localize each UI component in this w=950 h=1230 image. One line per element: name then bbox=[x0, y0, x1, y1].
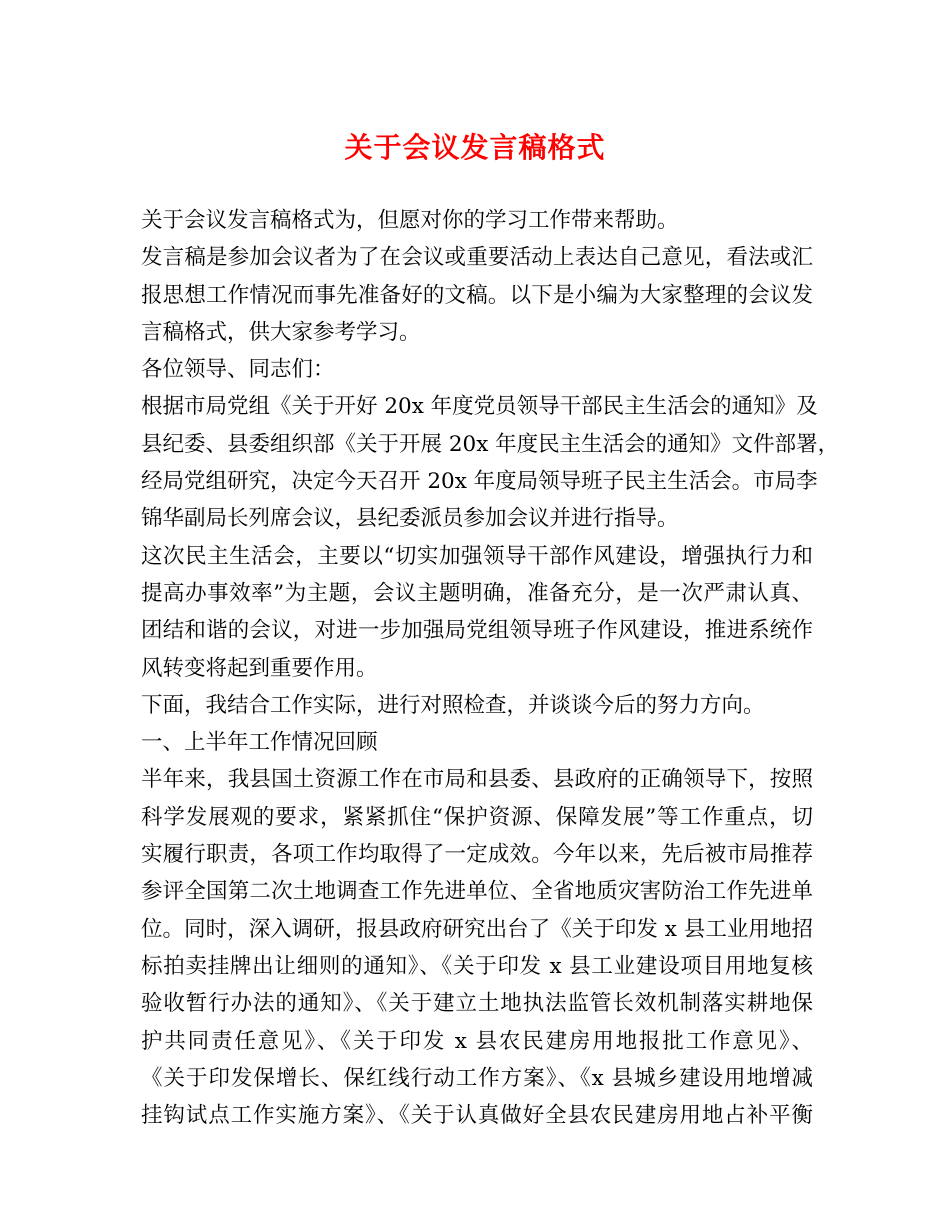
document-title: 关于会议发言稿格式 bbox=[344, 131, 606, 164]
text-line: 风转变将起到重要作用。 bbox=[141, 655, 378, 681]
text-line: 标拍卖挂牌出让细则的通知》、《关于印发 x 县工业建设项目用地复核 bbox=[141, 953, 813, 979]
text-line: 下面，我结合工作实际，进行对照检查，并谈谈今后的努力方向。 bbox=[141, 692, 765, 718]
text-line: 县纪委、县委组织部《关于开展 20x 年度民主生活会的通知》文件部署， bbox=[141, 431, 840, 457]
text-line: 半年来，我县国土资源工作在市局和县委、县政府的正确领导下，按照 bbox=[141, 767, 813, 793]
text-line: 提高办事效率”为主题，会议主题明确，准备充分，是一次严肃认真、 bbox=[141, 580, 813, 606]
text-line: 经局党组研究，决定今天召开 20x 年度局领导班子民主生活会。市局李 bbox=[141, 469, 818, 495]
text-line: 发言稿是参加会议者为了在会议或重要活动上表达自己意见，看法或汇 bbox=[141, 245, 813, 271]
text-line: 这次民主生活会，主要以“切实加强领导干部作风建设，增强执行力和 bbox=[141, 543, 813, 569]
text-line: 言稿格式，供大家参考学习。 bbox=[141, 319, 421, 345]
text-line: 锦华副局长列席会议，县纪委派员参加会议并进行指导。 bbox=[141, 506, 679, 532]
text-line: 一、上半年工作情况回顾 bbox=[141, 730, 378, 756]
text-line: 关于会议发言稿格式为，但愿对你的学习工作带来帮助。 bbox=[141, 208, 679, 233]
text-line: 《关于印发保增长、保红线行动工作方案》、《x 县城乡建设用地增减 bbox=[141, 1065, 813, 1091]
text-line: 位。同时，深入调研，报县政府研究出台了《关于印发 x 县工业用地招 bbox=[141, 916, 814, 942]
text-line: 报思想工作情况而事先准备好的文稿。以下是小编为大家整理的会议发 bbox=[141, 282, 813, 308]
text-line: 护共同责任意见》、《关于印发 x 县农民建房用地报批工作意见》、 bbox=[141, 1028, 813, 1054]
text-line: 实履行职责，各项工作均取得了一定成效。今年以来，先后被市局推荐 bbox=[141, 842, 813, 868]
text-line: 团结和谐的会议，对进一步加强局党组领导班子作风建设，推进系统作 bbox=[141, 618, 813, 644]
text-line: 各位领导、同志们： bbox=[141, 357, 335, 383]
text-line: 根据市局党组《关于开好 20x 年度党员领导干部民主生活会的通知》及 bbox=[141, 394, 818, 420]
text-line: 验收暂行办法的通知》、《关于建立土地执法监管长效机制落实耕地保 bbox=[141, 991, 813, 1017]
document-body bbox=[141, 202, 840, 1134]
text-line: 参评全国第二次土地调查工作先进单位、全省地质灾害防治工作先进单 bbox=[141, 879, 813, 905]
text-line: 挂钩试点工作实施方案》、《关于认真做好全县农民建房用地占补平衡 bbox=[141, 1103, 813, 1129]
text-line: 科学发展观的要求，紧紧抓住“保护资源、保障发展”等工作重点，切 bbox=[141, 804, 813, 830]
